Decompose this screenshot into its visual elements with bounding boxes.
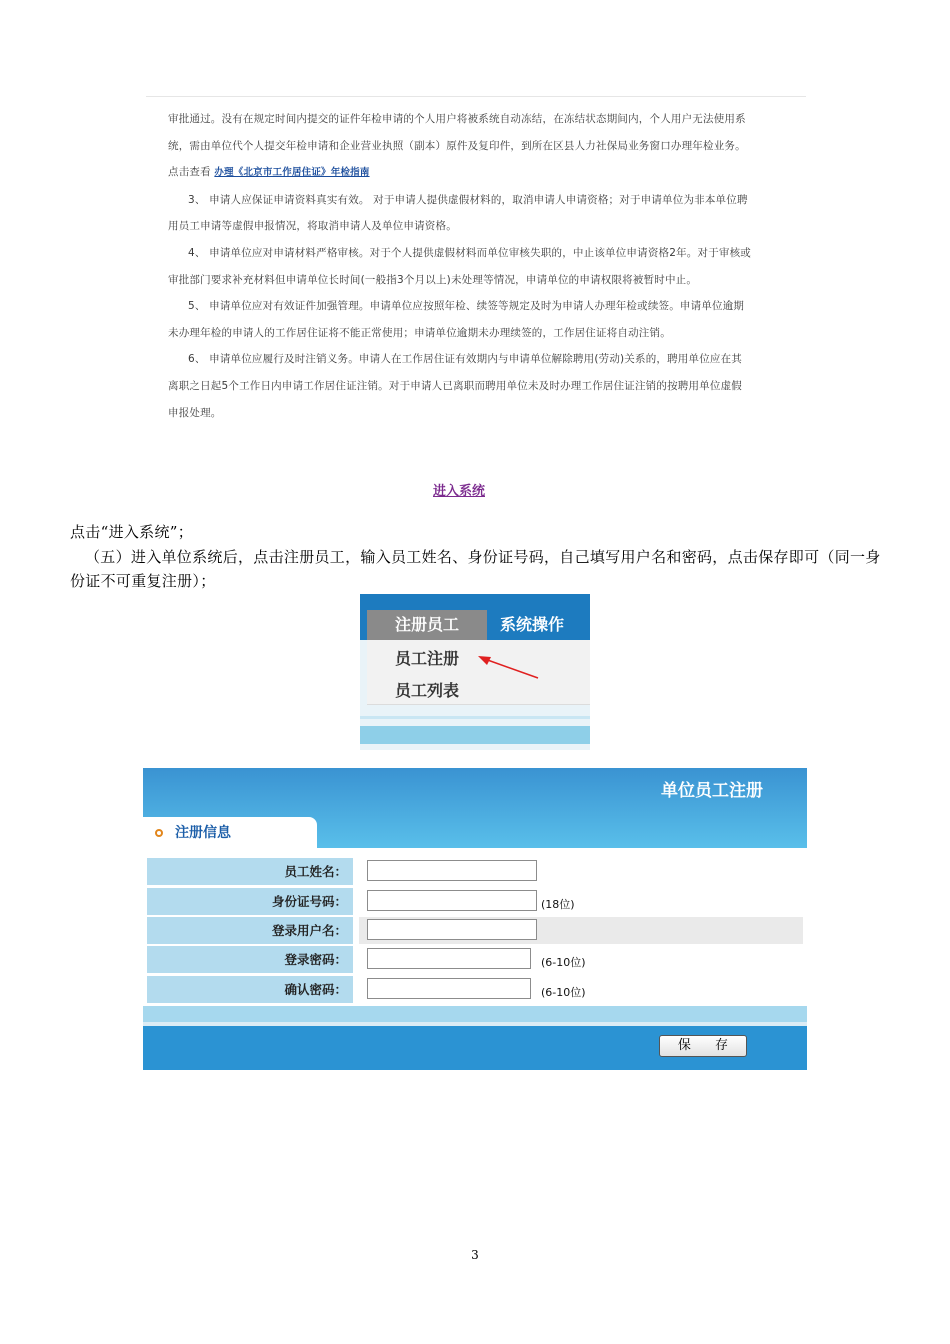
form-title: 单位员工注册: [661, 781, 763, 801]
password-input[interactable]: [367, 948, 531, 969]
registration-form-screenshot: [143, 768, 807, 1070]
field-label: 员工姓名：: [147, 858, 353, 885]
section-tab: [143, 817, 317, 848]
form-fields: [143, 848, 807, 1006]
menu-item-employee-register[interactable]: 员工注册: [395, 649, 460, 668]
instruction-line-1: 点击“进入系统”；: [70, 523, 194, 541]
menu-screenshot: [360, 594, 590, 750]
bullet-icon: [155, 829, 163, 837]
field-row-username: [147, 917, 803, 944]
employee-name-input[interactable]: [367, 860, 537, 881]
red-arrow-icon: [360, 594, 590, 750]
tab-system-operation[interactable]: 系统操作: [500, 615, 565, 634]
page-number: 3: [471, 1248, 479, 1262]
rules-paragraph-5: 5、 申请单位应对有效证件加强管理。申请单位应按照年检、续签等规定及时为申请人办理年检或续签。申请单位逾期未办理年检的申请人的工作居住证将不能正常使用；申请单位逾期未办理续签的，工作居住证将自动注销。: [168, 300, 745, 339]
tab-register-employee[interactable]: 注册员工: [367, 610, 487, 640]
field-hint: (6-10位): [541, 956, 586, 969]
form-header: [143, 768, 807, 848]
field-label: 确认密码：: [147, 976, 353, 1003]
field-label: 登录密码：: [147, 946, 353, 973]
field-label: 身份证号码：: [147, 888, 353, 915]
annual-check-guide-link[interactable]: 办理《北京市工作居住证》年检指南: [214, 167, 370, 179]
divider: [143, 1006, 807, 1022]
id-number-input[interactable]: [367, 890, 537, 911]
field-row-confirm-password: [147, 976, 803, 1003]
form-footer: [143, 1026, 807, 1070]
field-hint: (18位): [541, 898, 575, 911]
field-label: 登录用户名：: [147, 917, 353, 944]
divider: [146, 96, 806, 97]
instruction-line-2: （五）进入单位系统后，点击注册员工，输入员工姓名、身份证号码，自己填写用户名和密码，点击保存即可（同一身份证不可重复注册）；: [70, 548, 881, 590]
field-hint: (6-10位): [541, 986, 586, 999]
username-input[interactable]: [367, 919, 537, 940]
field-row-password: [147, 946, 803, 973]
field-row-employee-name: [147, 858, 803, 885]
menu-item-employee-list[interactable]: 员工列表: [395, 681, 460, 700]
enter-system-link[interactable]: 进入系统: [432, 484, 485, 499]
rules-paragraph-freeze: 审批通过。没有在规定时间内提交的证件年检申请的个人用户将被系统自动冻结，在冻结状态期间内，个人用户无法使用系统，需由单位代个人提交年检申请和企业营业执照（副本）原件及复印件，到所在区县人力社保局业务窗口办理年检业务。点击查看 办理《北京市工作居住证》年检指南: [168, 113, 746, 179]
field-row-id-number: [147, 888, 803, 915]
rules-text: [168, 106, 752, 426]
confirm-password-input[interactable]: [367, 978, 531, 999]
section-title: 注册信息: [175, 825, 231, 841]
rules-screenshot: [146, 96, 806, 510]
rules-paragraph-3: 3、 申请人应保证申请资料真实有效。 对于申请人提供虚假材料的，取消申请人申请资格；对于申请单位为非本单位聘用员工申请等虚假申报情况，将取消申请人及单位申请资格。: [168, 193, 748, 233]
rules-paragraph-4: 4、 申请单位应对申请材料严格审核。对于个人提供虚假材料而单位审核失职的，中止该单位申请资格2年。对于审核或审批部门要求补充材料但申请单位长时间(一般指3个月以上)未处理等情况，申请单位的申请权限将被暂时中止。: [168, 246, 751, 286]
save-button[interactable]: 保 存: [659, 1035, 747, 1057]
rules-paragraph-6: 6、 申请单位应履行及时注销义务。申请人在工作居住证有效期内与申请单位解除聘用(劳动)关系的，聘用单位应在其离职之日起5个工作日内申请工作居住证注销。对于申请人已离职而聘用单位未及时办理工作居住证注销的按聘用单位虚假申报处理。: [168, 353, 743, 419]
